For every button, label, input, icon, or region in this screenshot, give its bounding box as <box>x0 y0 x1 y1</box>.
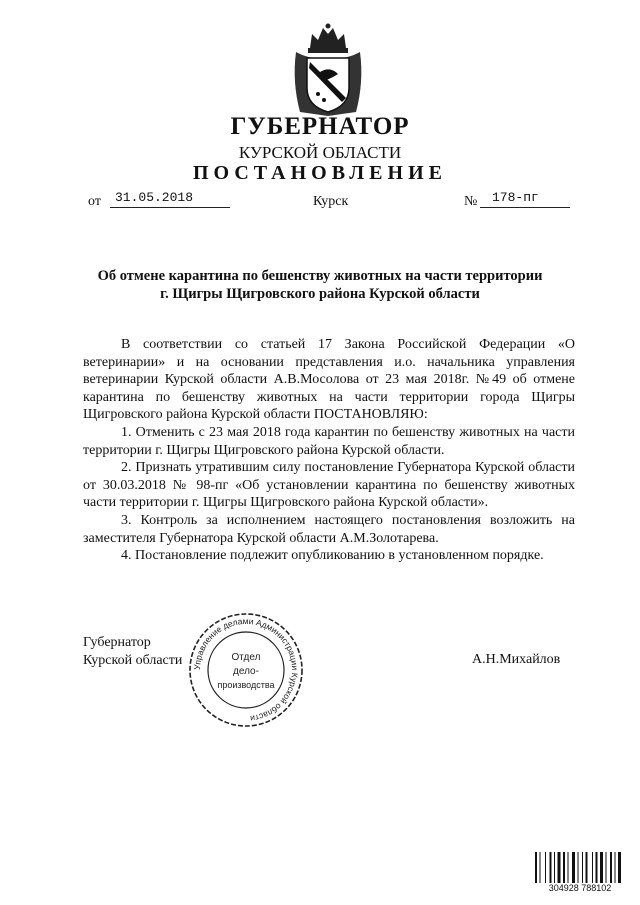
number-value: 178-пг <box>492 190 539 205</box>
paragraph-item-3: 3. Контроль за исполнением настоящего постановления возложить на заместителя Губернатора Курской области А.М.Золотарева. <box>83 512 575 546</box>
stamp-center-line-1: Отдел <box>231 652 261 663</box>
stamp-center-line-3: производства <box>217 680 275 690</box>
subject-line-2: г. Щигры Щигровского района Курской области <box>160 286 480 302</box>
stamp-ring-text: Управление делами Администрации Курской области <box>191 615 301 724</box>
coat-of-arms-emblem <box>290 22 366 118</box>
paragraph-item-1: 1. Отменить с 23 мая 2018 года карантин по бешенству животных на части территории г. Щигры Щигровского района Курской области. <box>83 424 575 458</box>
signature-title-line-2: Курской области <box>83 653 183 668</box>
paragraph-preamble: В соответствии со статьей 17 Закона Российской Федерации «О ветеринарии» и на основании представления и.о. начальника управления ветеринарии Курской области А.В.Мосолова от 23 мая 2018г. №49 об отмене карантина по бешенству животных на части территории города Щигры Щигровского района Курской области ПОСТАНОВЛЯЮ: <box>83 337 575 423</box>
stamp-center-line-2: дело- <box>233 666 259 677</box>
signature-title-line-1: Губернатор <box>83 635 151 650</box>
office-stamp <box>186 610 306 730</box>
document-type: ПОСТАНОВЛЕНИЕ <box>193 162 447 184</box>
number-label: № <box>464 194 478 209</box>
header-region: КУРСКОЙ ОБЛАСТИ <box>238 143 402 162</box>
subject-line-1: Об отмене карантина по бешенству животных на части территории <box>97 268 543 284</box>
signature-title <box>83 634 182 670</box>
paragraph-item-2: 2. Признать утратившим силу постановление Губернатора Курской области от 30.03.2018 № 98-пг «Об установлении карантина по бешенству животных части территории г. Щигры Щигровского района Курской области». <box>83 460 575 511</box>
paragraph-item-4: 4. Постановление подлежит опубликованию в установленном порядке. <box>121 548 544 564</box>
signature-name: А.Н.Михайлов <box>472 652 561 667</box>
date-label: от <box>88 194 101 209</box>
date-value: 31.05.2018 <box>115 190 194 205</box>
city: Курск <box>313 194 349 209</box>
document-body <box>83 336 575 565</box>
header-title: ГУБЕРНАТОР <box>230 113 410 140</box>
number-underline <box>480 207 570 208</box>
barcode-number: 304928 788102 <box>534 883 626 893</box>
date-underline <box>110 207 230 208</box>
